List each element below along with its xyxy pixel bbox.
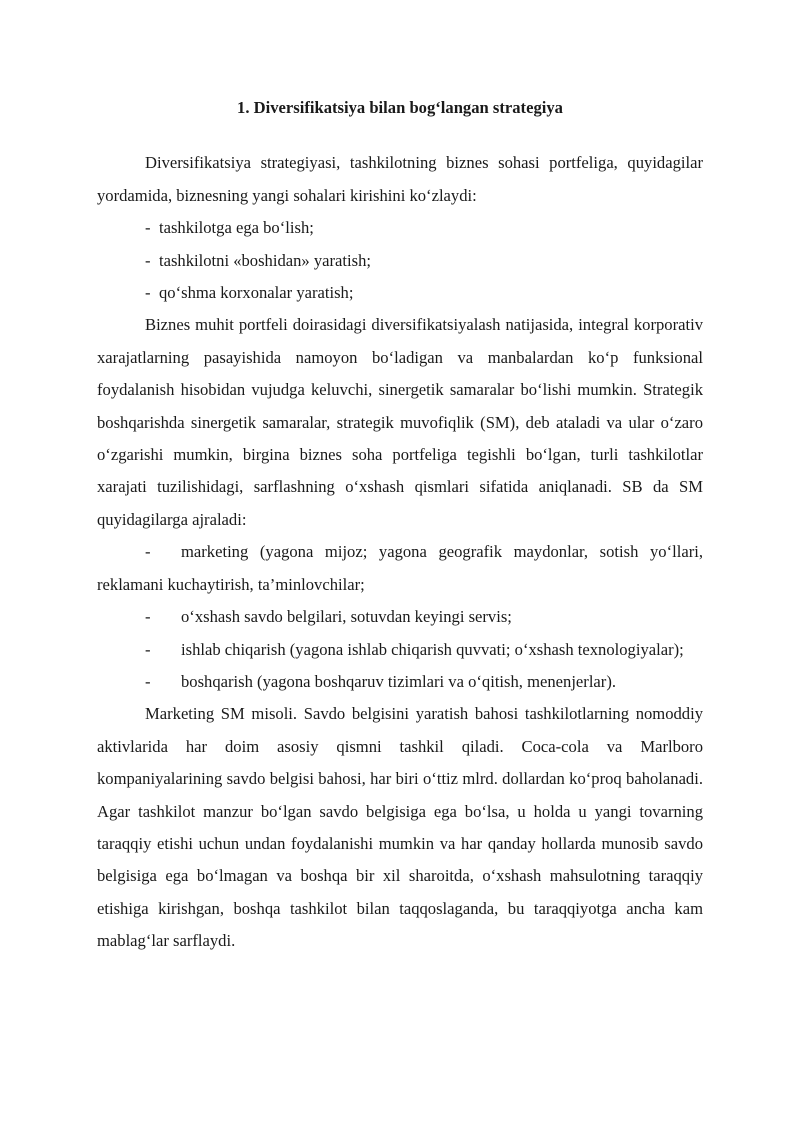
list-item	[97, 601, 703, 633]
dash-marker: -	[145, 283, 151, 303]
section-title: 1. Diversifikatsiya bilan bog‘langan strategiya	[237, 98, 563, 117]
list-item-text: qo‘shma korxonalar yaratish;	[159, 283, 354, 303]
list-item-text: boshqarish (yagona boshqaruv tizimlari va o‘qitish, menenjerlar).	[181, 671, 617, 691]
list-item-text: ishlab chiqarish (yagona ishlab chiqarish quvvati; o‘xshash texnologiyalar);	[181, 639, 684, 659]
dash-marker: -	[145, 542, 151, 562]
document-body	[97, 92, 703, 958]
list-item	[97, 277, 703, 309]
dash-marker: -	[145, 639, 151, 659]
intro-paragraph: Diversifikatsiya strategiyasi, tashkilotning biznes sohasi portfeliga, quyidagilar yordamida, biznesning yangi sohalari kirishini ko‘zlaydi:	[97, 153, 703, 205]
list-item-text: tashkilotni «boshidan» yaratish;	[159, 250, 372, 270]
dash-marker: -	[145, 671, 151, 691]
dash-marker: -	[145, 218, 151, 238]
dash-marker: -	[145, 250, 151, 270]
list-item-text: marketing (yagona mijoz; yagona geografik maydonlar, sotish yo‘llari, reklamani kuchaytirish, ta’minlovchilar;	[97, 542, 703, 594]
list-item	[97, 245, 703, 277]
list-item	[97, 536, 703, 601]
list-item-text: tashkilotga ega bo‘lish;	[159, 218, 314, 238]
dash-marker: -	[145, 607, 151, 627]
list-item	[97, 212, 703, 244]
marketing-example-paragraph: Marketing SM misoli. Savdo belgisini yaratish bahosi tashkilotlarning nomoddiy aktivlarida har doim asosiy qismni tashkil qiladi. Coca-cola va Marlboro kompaniyalarining savdo belgisi bahosi, har biri o‘ttiz mlrd. dollardan ko‘proq baholanadi. Agar tashkilot manzur bo‘lgan savdo belgisiga ega bo‘lsa, u holda u yangi tovarning taraqqiy etishi uchun undan foydalanishi mumkin va har qanday hollarda munosib savdo belgisiga ega bo‘lmagan va boshqa bir xil sharoitda, o‘xshash mahsulotning taraqqiy etishiga kirishgan, boshqa tashkilot bilan taqqoslaganda, bu taraqqiyotga ancha kam mablag‘lar sarflaydi.	[97, 704, 703, 951]
list-item	[97, 634, 703, 666]
list-item	[97, 666, 703, 698]
list-item-text: o‘xshash savdo belgilari, sotuvdan keyingi servis;	[181, 607, 512, 627]
synergy-paragraph: Biznes muhit portfeli doirasidagi diversifikatsiyalash natijasida, integral korporativ xarajatlarning pasayishida namoyon bo‘ladigan va manbalardan ko‘p funksional foydalanish hisobidan vujudga keluvchi, sinergetik samaralar bo‘lishi mumkin. Strategik boshqarishda sinergetik samaralar, strategik muvofiqlik (SM), deb ataladi va ular o‘zaro o‘zgarishi mumkin, birgina biznes soha portfeliga tegishli bo‘lgan, turli tashkilotlar xarajati tuzilishidagi, sarflashning o‘xshash qismlari sifatida aniqlanadi. SB da SM quyidagilarga ajraladi:	[97, 315, 703, 529]
